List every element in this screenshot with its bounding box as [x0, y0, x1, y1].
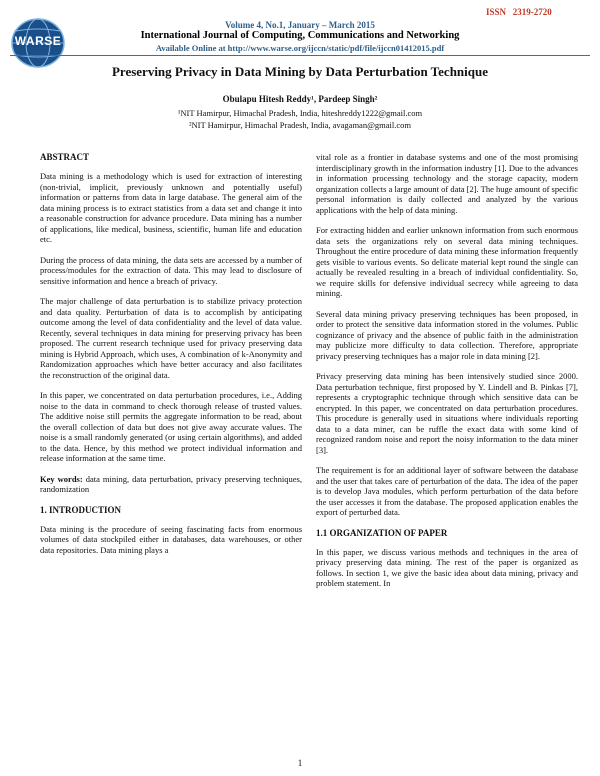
introduction-paragraph-5: Privacy preserving data mining has been intensively studied since 2000. Data perturbation technique, first proposed by Y. Lindell and B. Pinkas [7], represents a cryptographic technique through which sensitive data can be encrypted. In this paper, we concentrated on data perturbation procedures. This procedure is generally used in situations where individuals reporting data to a data miner, can be ruffle the exact data with some kind of recognized random noise and report the noisy information to the data miner [3].	[316, 371, 578, 455]
journal-volume: Volume 4, No.1, January – March 2015	[225, 20, 375, 30]
issn-number: 2319-2720	[512, 7, 552, 17]
paper-title: Preserving Privacy in Data Mining by Data Perturbation Technique	[111, 64, 489, 79]
journal-title: International Journal of Computing, Communications and Networking	[140, 30, 460, 41]
issn-label: ISSN	[486, 7, 507, 17]
abstract-paragraph-1: Data mining is a methodology which is used for extraction of interesting (non-trivial, implicit, previously unknown and potentially useful) information or patterns from data in large database. The general aim of the data mining process is to extract statistics from a data set and change it into a reasonable construction for advance procedure. Data mining has a number of applications, like medical, business, scientific, human life and education etc.	[40, 171, 302, 244]
introduction-heading: 1. INTRODUCTION	[40, 504, 122, 515]
organization-paragraph: In this paper, we discuss various methods and techniques in the area of privacy preserving data mining. The rest of the paper is organized as follows. In section 1, we give the basic idea about data mining, privacy and problem statement. In	[316, 546, 578, 588]
abstract-paragraph-3: The major challenge of data perturbation is to stabilize privacy protection and data quality. Perturbation of data is to accomplish by anticipating outcome among the level of data confidentiality and the level of data value. Recently, several techniques in data mining for preserving privacy has been proposed. The current research technique used for privacy preserving data mining is Hybrid Approach, which uses, A combination of k-Anonymity and Randomization approaches which have better accuracy and also facilitates the reconstruction of the original data.	[40, 296, 302, 380]
keywords	[40, 474, 302, 495]
right-column	[316, 152, 578, 599]
introduction-paragraph-3: For extracting hidden and earlier unknown information from such enormous data sets the organizations rely on several data mining techniques. Throughout the entire procedure of data mining these information frequently gets visible to various events. So delicate material kept round the single can actually be revealed resulting in a breach of individual confidentiality. So, we require skills for defensive individual secrecy while agreeing to data mining.	[316, 225, 578, 298]
page-number: 1	[297, 758, 303, 768]
logo-text: WARSE	[14, 34, 62, 48]
introduction-paragraph-1: Data mining is the procedure of seeing fascinating facts from enormous volumes of data stockpiled either in databases, data warehouses, or other data repositories. Data mining plays a	[40, 523, 302, 555]
affiliation-2: ²NIT Hamirpur, Himachal Pradesh, India, avagaman@gmail.com	[188, 120, 412, 130]
keywords-label: Key words:	[40, 473, 83, 484]
abstract-paragraph-4: In this paper, we concentrated on data perturbation procedures, i.e., Adding noise to the data in command to check thorough release of trusted values. The additive noise still permits the aggregate information to be read, about the overall collection of data but does not give away accurate values. The noise is a small randomly generated (or using certain algorithms), and added to the data. Hence, by this method we protect individual information and release information at the same time.	[40, 390, 302, 463]
paper-authors: Obulapu Hitesh Reddy¹, Pardeep Singh²	[222, 94, 378, 104]
introduction-paragraph-2: vital role as a frontier in database systems and one of the most promising interdisciplinary growth in the information industry [1]. Due to the advances in information processing technology and the storage capacity, modern organization collects a large amount of data [2]. The huge amount of specific personal information is daily collected and analyzed by the various applications with the help of data mining.	[316, 152, 578, 215]
header-rule	[10, 55, 590, 56]
introduction-paragraph-4: Several data mining privacy preserving techniques has been proposed, in order to protect the sensitive data information stored in the volumes. Public cognizance of privacy and the absence of public faith in the administration may publicize more difficulty to data collection. Therefore, appropriate privacy preserving techniques has a major role in data mining [2].	[316, 308, 578, 361]
abstract-heading: ABSTRACT	[40, 152, 90, 162]
organization-heading: 1.1 ORGANIZATION OF PAPER	[316, 527, 448, 538]
introduction-paragraph-6: The requirement is for an additional layer of software between the database and the user that takes care of perturbation of the data. The idea of the paper is to develop Java modules, which perform perturbation of the data before the user accesses it from the database. The proposed application enables the export of perturbed data.	[316, 465, 578, 517]
left-column	[40, 152, 302, 565]
abstract-paragraph-2: During the process of data mining, the data sets are accessed by a number of process/modules for the extraction of data. This may lead to disclosure of sensitive information and hence a breach of privacy.	[40, 254, 302, 286]
affiliation-1: ¹NIT Hamirpur, Himachal Pradesh, India, hiteshreddy1222@gmail.com	[177, 108, 423, 118]
issn	[486, 7, 552, 17]
journal-online-url: Available Online at http://www.warse.org/ijccn/static/pdf/file/ijccn01412015.pdf	[155, 43, 445, 53]
keywords-text: data mining, data perturbation, privacy preserving techniques, randomization	[40, 473, 302, 494]
